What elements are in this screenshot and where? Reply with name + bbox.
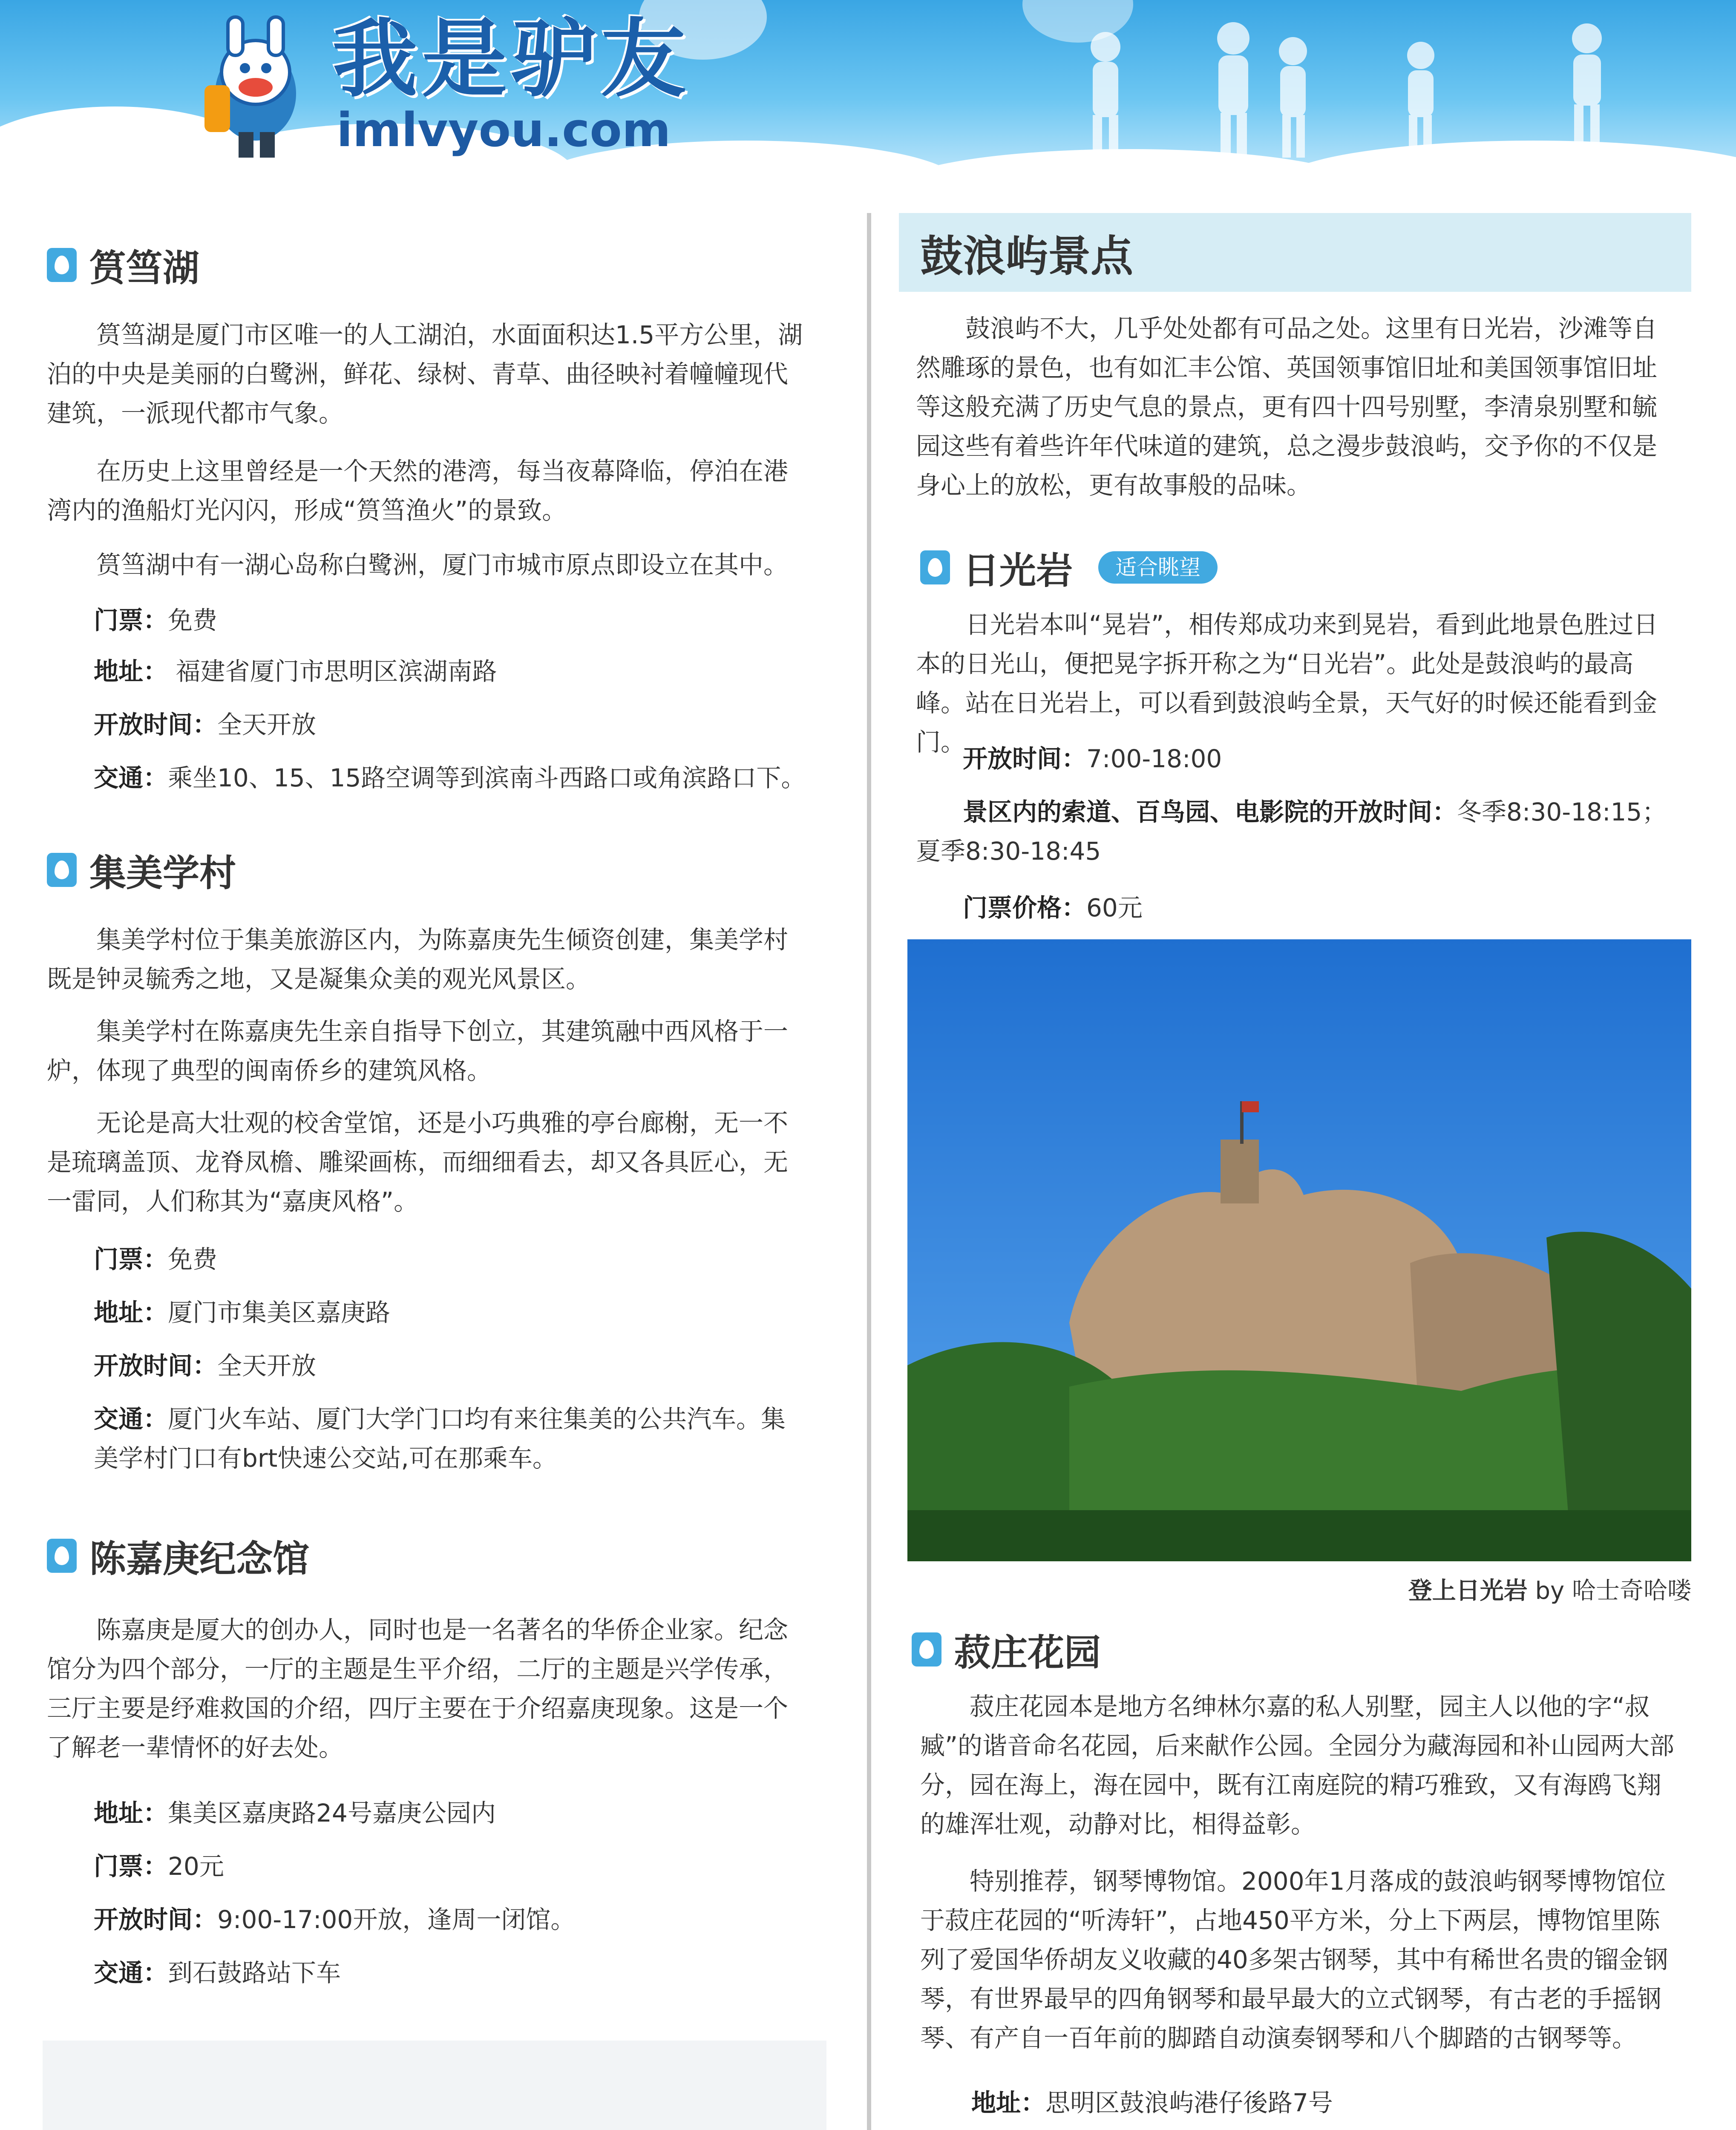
column-divider — [867, 213, 871, 2130]
donkey-mascot-logo — [192, 9, 320, 162]
info-hours: 开放时间：9:00-17:00开放，逢周一闭馆。 — [94, 1905, 576, 1934]
paragraph: 筼筜湖中有一湖心岛称白鹭洲，厦门市城市原点即设立在其中。 — [96, 550, 789, 579]
section-title-sunlight-rock — [920, 541, 1218, 594]
photo-caption: 登上日光岩 by 哈士奇哈喽 — [1408, 1577, 1691, 1605]
info-facility-hours: 景区内的索道、百鸟园、电影院的开放时间：冬季8:30-18:15；夏季8:30-18:45 — [916, 797, 1667, 866]
info-hours: 开放时间：7:00-18:00 — [963, 744, 1222, 773]
info-hours: 开放时间：全天开放 — [94, 1351, 317, 1380]
location-pin-icon — [47, 1539, 77, 1573]
info-hours: 开放时间：全天开放 — [94, 710, 317, 739]
section-title-yundang-lake — [47, 239, 199, 291]
photo-tan-kah-kee-memorial — [43, 2041, 826, 2130]
hikers-silhouette-icon — [1054, 17, 1672, 162]
info-address: 地址：厦门市集美区嘉庚路 — [94, 1298, 391, 1327]
location-pin-icon — [47, 248, 77, 282]
paragraph: 陈嘉庚是厦大的创办人，同时也是一名著名的华侨企业家。纪念馆分为四个部分，一厅的主题是生平介绍，二厅的主题是兴学传承，三厅主要是纾难救国的介绍，四厅主要在于介绍嘉庚现象。这是一个了解老一辈情怀的好去处。 — [47, 1615, 789, 1762]
section-title-text: 陈嘉庚纪念馆 — [89, 1538, 309, 1580]
info-transport: 交通：乘坐10、15、15路空调等到滨南斗西路口或角滨路口下。 — [94, 763, 806, 792]
location-pin-icon — [47, 853, 77, 887]
page-header — [0, 0, 1736, 179]
info-address: 地址：思明区鼓浪屿港仔後路7号 — [971, 2088, 1333, 2117]
paragraph: 特别推荐，钢琴博物馆。2000年1月落成的鼓浪屿钢琴博物馆位于菽庄花园的“听涛轩”，占地450平方米，分上下两层，博物馆里陈列了爱国华侨胡友义收藏的40多架古钢琴，其中有稀世名贵的镏金钢琴，有世界最早的四角钢琴和最早最大的立式钢琴，有古老的手摇钢琴、有产自一百年前的脚踏自动演奏钢琴和八个脚踏的古钢琴等。 — [920, 1867, 1668, 2052]
paragraph: 鼓浪屿不大，几乎处处都有可品之处。这里有日光岩，沙滩等自然雕琢的景色，也有如汇丰公馆、英国领事馆旧址和美国领事馆旧址等这般充满了历史气息的景点，更有四十四号别墅，李清泉别墅和毓园这些有着些许年代味道的建筑，总之漫步鼓浪屿，交予你的不仅是身心上的放松，更有故事般的品味。 — [916, 314, 1658, 500]
location-pin-icon — [920, 550, 950, 584]
section-title-text: 筼筜湖 — [89, 247, 199, 290]
paragraph: 日光岩本叫“晃岩”，相传郑成功来到晃岩，看到此地景色胜过日本的日光山，便把晃字拆开称之为“日光岩”。此处是鼓浪屿的最高峰。站在日光岩上，可以看到鼓浪屿全景，天气好的时候还能看到金门。 — [916, 610, 1658, 757]
info-address: 地址： 福建省厦门市思明区滨湖南路 — [94, 657, 497, 686]
info-ticket: 门票：20元 — [94, 1852, 224, 1881]
info-address: 地址：集美区嘉庚路24号嘉庚公园内 — [94, 1799, 496, 1828]
paragraph: 集美学村在陈嘉庚先生亲自指导下创立，其建筑融中西风格于一炉，体现了典型的闽南侨乡的建筑风格。 — [47, 1017, 789, 1085]
paragraph: 在历史上这里曾经是一个天然的港湾，每当夜幕降临，停泊在港湾内的渔船灯光闪闪，形成“筼筜渔火”的景致。 — [47, 457, 789, 525]
info-ticket: 门票：免费 — [94, 606, 218, 635]
section-title-text: 菽庄花园 — [954, 1632, 1101, 1674]
photo-sunlight-rock — [907, 939, 1691, 1561]
location-pin-icon — [912, 1632, 941, 1667]
paragraph: 无论是高大壮观的校舍堂馆，还是小巧典雅的亭台廊榭，无一不是琉璃盖顶、龙脊凤檐、雕梁画栋，而细细看去，却又各具匠心，无一雷同，人们称其为“嘉庚风格”。 — [47, 1108, 789, 1216]
section-title-text: 集美学村 — [89, 852, 236, 895]
paragraph: 筼筜湖是厦门市区唯一的人工湖泊，水面面积达1.5平方公里，湖泊的中央是美丽的白鹭洲，鲜花、绿树、青草、曲径映衬着幢幢现代建筑，一派现代都市气象。 — [47, 320, 803, 428]
paragraph: 菽庄花园本是地方名绅林尔嘉的私人别墅，园主人以他的字“叔臧”的谐音命名花园，后来献作公园。全园分为藏海园和补山园两大部分，园在海上，海在园中，既有江南庭院的精巧雅致，又有海鸥飞翔的雄浑壮观，动静对比，相得益彰。 — [920, 1692, 1675, 1839]
section-band-gulangyu: 鼓浪屿景点 — [899, 213, 1691, 292]
paragraph: 集美学村位于集美旅游区内，为陈嘉庚先生倾资创建，集美学村既是钟灵毓秀之地，又是凝集众美的观光风景区。 — [47, 925, 789, 993]
info-ticket: 门票价格：60元 — [963, 893, 1143, 922]
logo-text-cn: 我是驴友 — [332, 10, 691, 109]
info-ticket: 门票：免费 — [94, 1245, 218, 1274]
info-transport: 交通：厦门火车站、厦门大学门口均有来往集美的公共汽车。集美学村门口有brt快速公交站,可在那乘车。 — [94, 1405, 786, 1473]
recommend-tag: 适合眺望 — [1098, 551, 1218, 584]
section-title-shuzhuang-garden — [912, 1623, 1101, 1676]
info-transport: 交通：到石鼓路站下车 — [94, 1958, 341, 1987]
section-title-tan-kah-kee-memorial — [47, 1529, 309, 1582]
section-title-text: 日光岩 — [963, 550, 1073, 592]
logo-text-en: imlvyou.com — [337, 103, 671, 157]
section-title-jimei-village — [47, 843, 236, 896]
